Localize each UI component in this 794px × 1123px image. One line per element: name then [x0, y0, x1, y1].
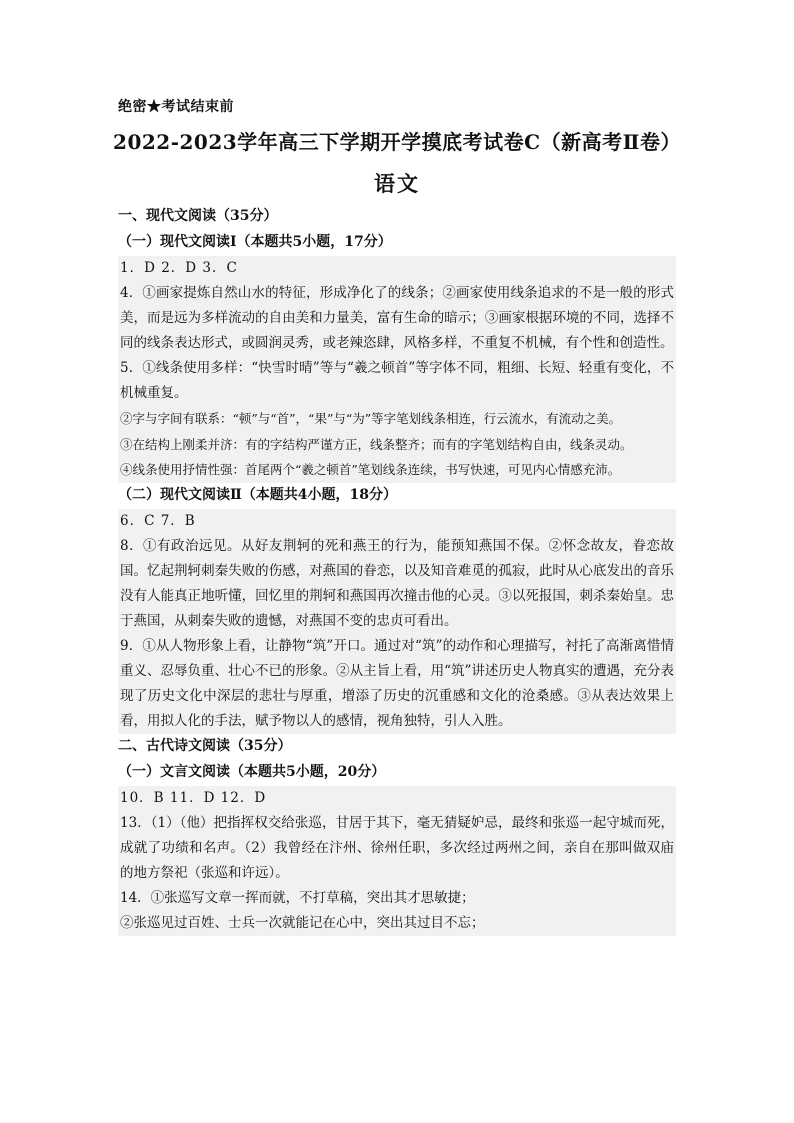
answer-q14-point2: ②张巡见过百姓、士兵一次就能记在心中，突出其过目不忘； — [120, 914, 485, 931]
answer-q8: 8．①有政治远见。从好友荆轲的死和燕王的行为，能预知燕国不保。②怀念故友，眷恋故国。忆起荆轲刺秦失败的伤感，对燕国的眷恋，以及知音难觅的孤寂，此时从心底发出的音乐没有人能真正地听懂，回忆里的荆轲和燕国再次撞击他的心灵。③以死报国，刺杀秦始皇。忠于燕国，从刺秦失败的遗憾，对燕国不变的忠贞可看出。 — [120, 537, 674, 629]
answer-q5: 5．①线条使用多样：“快雪时晴”等与“羲之顿首”等字体不同，粗细、长短、轻重有变化，不机械重复。 — [120, 360, 674, 401]
answer-block-modern-reading-2 — [118, 509, 676, 734]
part-heading-modern-reading-2: （二）现代文阅读Ⅱ（本题共4小题，18分） — [118, 486, 398, 503]
answers-6-7: 6．C 7．B — [120, 512, 196, 529]
answer-q14: 14．①张巡写文章一挥而就，不打草稿，突出其才思敏捷； — [120, 889, 475, 906]
section-heading-modern-reading: 一、现代文阅读（35分） — [118, 208, 278, 224]
part-heading-modern-reading-1: （一）现代文阅读Ⅰ（本题共5小题，17分） — [118, 234, 392, 250]
subject-title: 语文 — [374, 171, 420, 196]
answer-q5-point4: ④线条使用抒情性强：首尾两个“羲之顿首”笔划线条连续，书写快速，可见内心情感充沛。 — [120, 462, 621, 477]
answer-q5-point2: ②字与字间有联系：“顿”与“首”，“果”与“为”等字笔划线条相连，行云流水，有流动之美。 — [120, 411, 622, 426]
answer-q4: 4．①画家提炼自然山水的特征，形成净化了的线条；②画家使用线条追求的不是一般的形式美，而是远为多样流动的自由美和力量美，富有生命的暗示；③画家根据环境的不同，选择不同的线条表达形式，或圆润灵秀，或老辣恣肆，风格多样，不重复不机械，有个性和创造性。 — [120, 285, 674, 351]
section-heading-classical-reading: 二、古代诗文阅读（35分） — [118, 737, 292, 754]
confidential-label: 绝密★考试结束前 — [118, 99, 234, 115]
answer-q13: 13．（1）（他）把指挥权交给张巡，甘居于其下，毫无猜疑妒忌，最终和张巡一起守城而死，成就了功绩和名声。（2）我曾经在汴州、徐州任职，多次经过两州之间，亲自在那叫做双庙的地方祭祀（张巡和许远）。 — [120, 814, 674, 881]
answers-10-12: 10．B 11．D 12．D — [120, 789, 267, 806]
answer-block-classical-prose — [118, 786, 676, 936]
answer-content — [118, 204, 676, 936]
part-heading-classical-prose: （一）文言文阅读（本题共5小题，20分） — [118, 763, 386, 780]
exam-title: 2022-2023学年高三下学期开学摸底考试卷C（新高考Ⅱ卷） — [113, 130, 681, 154]
answer-q9: 9．①从人物形象上看，让静物“筑”开口。通过对“筑”的动作和心理描写，衬托了高渐离惜情重义、忍辱负重、壮心不已的形象。②从主旨上看，用“筑”讲述历史人物真实的遭遇，充分表现了历史文化中深层的悲壮与厚重，增添了历史的沉重感和文化的沧桑感。③从表达效果上看，用拟人化的手法，赋予物以人的感情，视角独特，引人入胜。 — [120, 637, 674, 729]
answers-1-3: 1．D 2．D 3．C — [120, 260, 238, 276]
answer-block-modern-reading-1 — [118, 256, 676, 483]
answer-q5-point3: ③在结构上刚柔并济：有的字结构严谨方正，线条整齐；而有的字笔划结构自由，线条灵动。 — [120, 436, 633, 452]
